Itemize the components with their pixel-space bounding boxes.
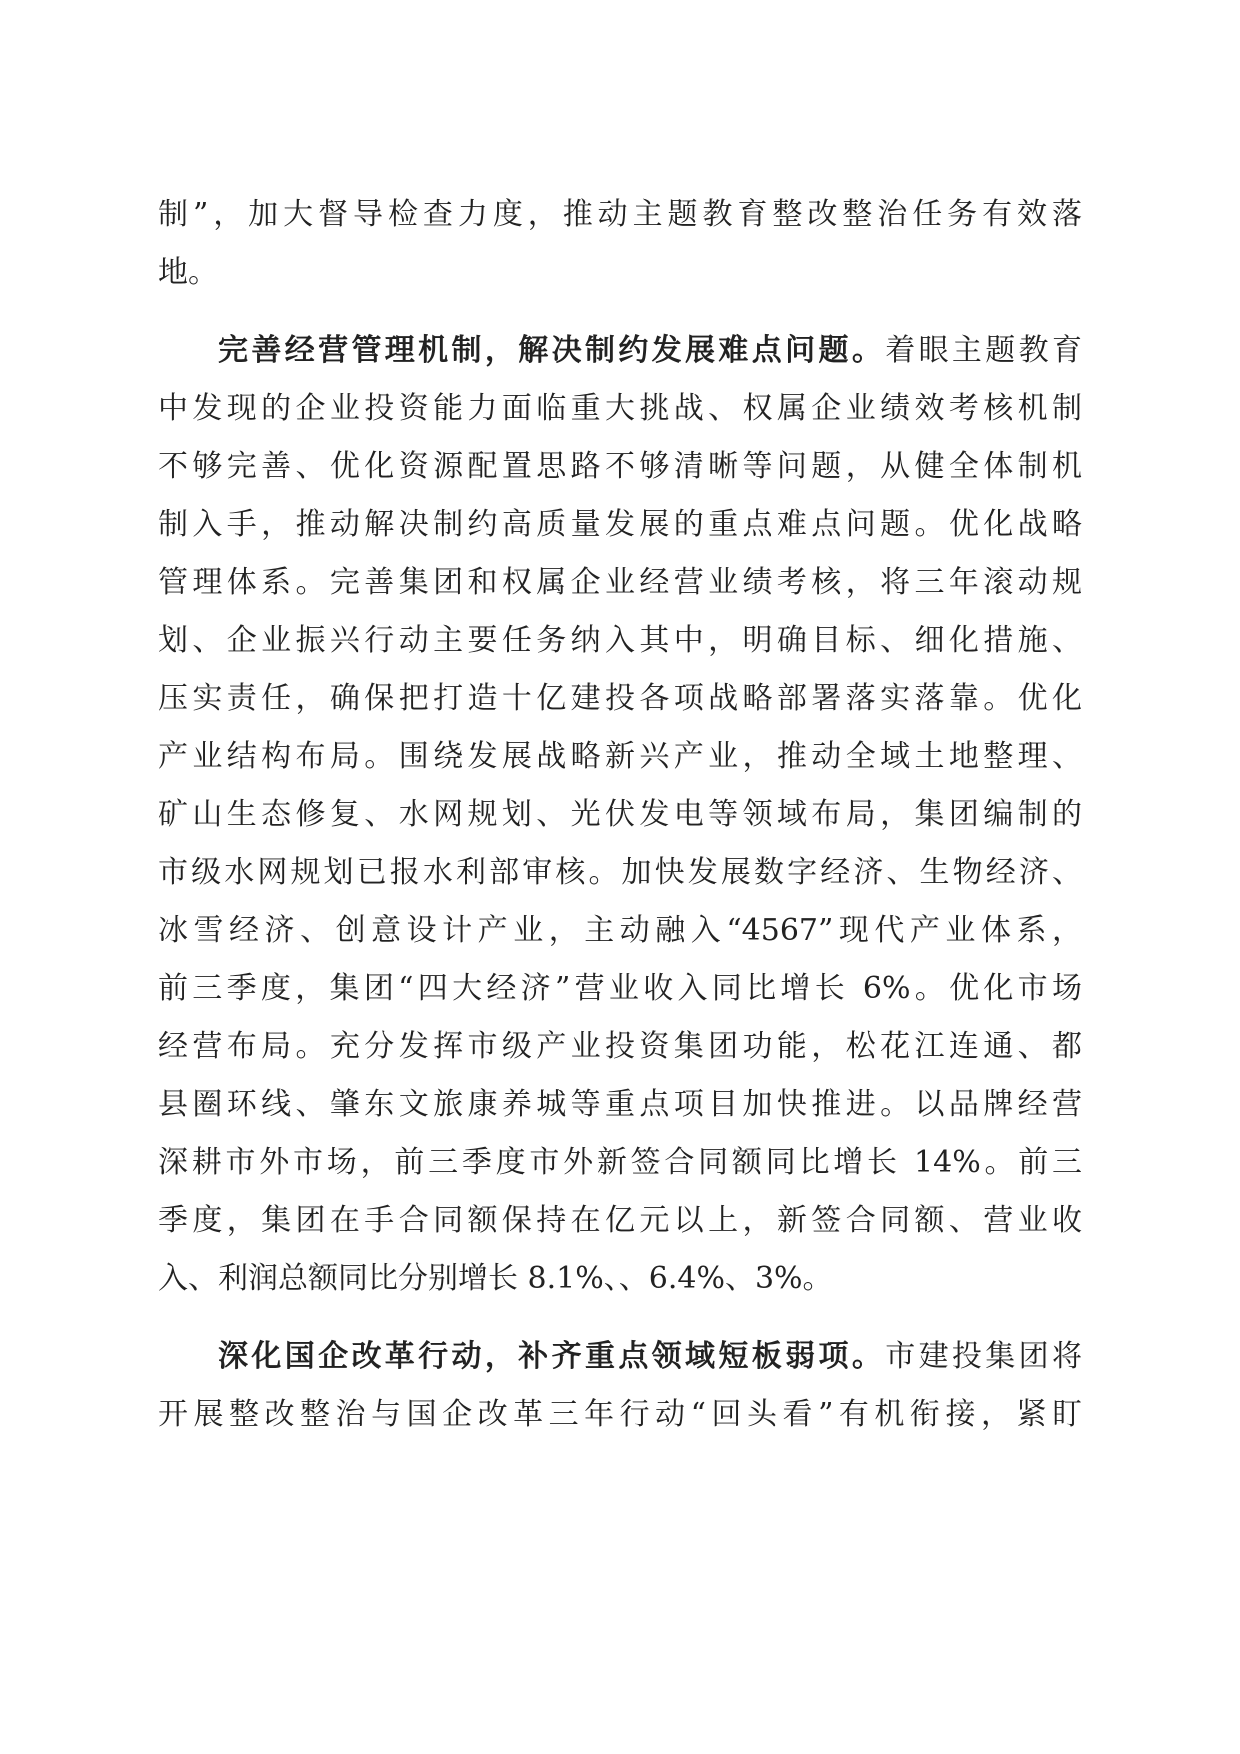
text-line: 矿山生态修复、水网规划、光伏发电等领域布局，集团编制的 <box>158 797 1082 832</box>
text-line: 产业结构布局。围绕发展战略新兴产业，推动全域土地整理、 <box>158 739 1082 774</box>
text-line: 经营布局。充分发挥市级产业投资集团功能，松花江连通、都 <box>158 1029 1082 1064</box>
paragraph-heading: 深化国企改革行动，补齐重点领域短板弱项。 <box>218 1339 886 1374</box>
text-line: 划、企业振兴行动主要任务纳入其中，明确目标、细化措施、 <box>158 623 1082 658</box>
text-line: 冰雪经济、创意设计产业，主动融入“4567”现代产业体系， <box>158 913 1082 948</box>
text-line: 深耕市外市场，前三季度市外新签合同额同比增长 14%。前三 <box>158 1145 1082 1180</box>
text-line: 市级水网规划已报水利部审核。加快发展数字经济、生物经济、 <box>158 855 1082 890</box>
paragraph-3 <box>158 1328 1082 1444</box>
text-run: 市建投集团将 <box>885 1339 1083 1374</box>
paragraph-heading: 完善经营管理机制，解决制约发展难点问题。 <box>218 333 886 368</box>
paragraph-first-line <box>158 322 1082 380</box>
text-line: 开展整改整治与国企改革三年行动“回头看”有机衔接，紧盯 <box>158 1397 1082 1432</box>
text-line: 压实责任，确保把打造十亿建投各项战略部署落实落靠。优化 <box>158 681 1082 716</box>
text-line: 入、利润总额同比分别增长 8.1%、、6.4%、3%。 <box>158 1261 833 1296</box>
paragraph-first-line <box>158 1328 1082 1386</box>
text-line: 前三季度，集团“四大经济”营业收入同比增长 6%。优化市场 <box>158 971 1082 1006</box>
paragraph-1 <box>158 186 1082 302</box>
text-line: 管理体系。完善集团和权属企业经营业绩考核，将三年滚动规 <box>158 565 1082 600</box>
text-run: 着眼主题教育 <box>885 333 1083 368</box>
text-line: 不够完善、优化资源配置思路不够清晰等问题，从健全体制机 <box>158 449 1082 484</box>
text-line: 季度，集团在手合同额保持在亿元以上，新签合同额、营业收 <box>158 1203 1082 1238</box>
paragraph-2 <box>158 322 1082 1308</box>
document-body <box>158 186 1082 1444</box>
text-line: 地。 <box>158 255 218 290</box>
text-line: 制入手，推动解决制约高质量发展的重点难点问题。优化战略 <box>158 507 1082 542</box>
text-line: 制”，加大督导检查力度，推动主题教育整改整治任务有效落 <box>158 197 1082 232</box>
text-line: 中发现的企业投资能力面临重大挑战、权属企业绩效考核机制 <box>158 391 1082 426</box>
text-line: 县圈环线、肇东文旅康养城等重点项目加快推进。以品牌经营 <box>158 1087 1082 1122</box>
